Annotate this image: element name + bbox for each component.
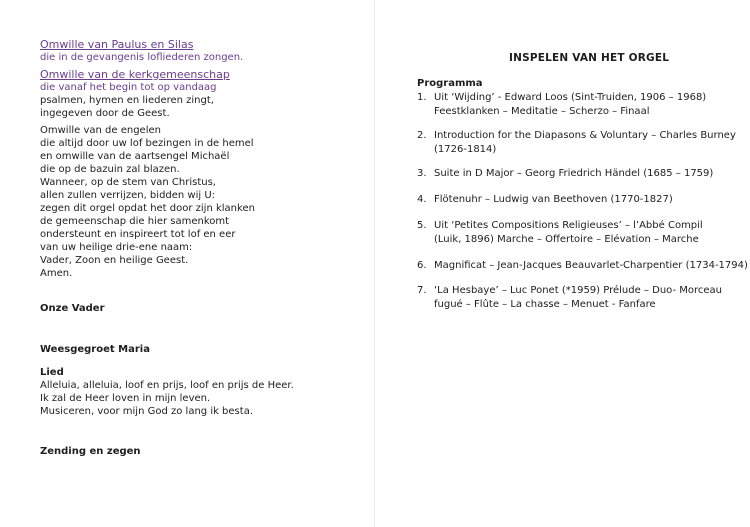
program-item-line: Magnificat – Jean-Jacques Beauvarlet-Charpentier (1734-1794)	[434, 260, 748, 271]
right-page	[375, 0, 750, 527]
programma-heading: Programma	[417, 78, 483, 89]
program-item-number: 7.	[417, 285, 427, 296]
program-item-number: 5.	[417, 220, 427, 231]
program-item-line: (Luik, 1896) Marche – Offertoire – Elévation – Marche	[434, 233, 699, 245]
program-item-line: ‘La Hesbaye’ – Luc Ponet (*1959) Prélude – Duo- Morceau	[434, 285, 722, 296]
engelen-line: van uw heilige drie-ene naam:	[40, 242, 193, 253]
program-item-number: 3.	[417, 168, 427, 179]
engelen-line: zegen dit orgel opdat het door zijn klanken	[40, 203, 255, 214]
program-item-number: 6.	[417, 260, 427, 271]
onze-vader-heading: Onze Vader	[40, 303, 105, 314]
engelen-line: allen zullen verrijzen, bidden wij U:	[40, 190, 216, 201]
engelen-line: en omwille van de aartsengel Michaël	[40, 151, 230, 162]
program-item-line: Uit ‘Wijding’ - Edward Loos (Sint-Truiden, 1906 – 1968)	[434, 92, 707, 103]
program-item-number: 4.	[417, 194, 427, 205]
lied-line: Alleluia, alleluia, loof en prijs, loof en prijs de Heer.	[40, 380, 294, 391]
lied-heading: Lied	[40, 367, 64, 378]
kerk-heading: Omwille van de kerkgemeenschap	[40, 68, 230, 81]
kerk-line: psalmen, hymen en liederen zingt,	[40, 95, 214, 106]
program-item-line: Feestklanken – Meditatie – Scherzo – Finaal	[434, 105, 650, 117]
lied-line: Ik zal de Heer loven in mijn leven.	[40, 393, 211, 404]
kerk-line: die vanaf het begin tot op vandaag	[40, 82, 217, 93]
paulus-line: die in de gevangenis lofliederen zongen.	[40, 52, 244, 63]
paulus-heading: Omwille van Paulus en Silas	[40, 38, 194, 51]
weesgegroet-heading: Weesgegroet Maria	[40, 344, 150, 355]
program-title: INSPELEN VAN HET ORGEL	[509, 52, 670, 64]
program-item-number: 2.	[417, 130, 427, 141]
engelen-line: die altijd door uw lof bezingen in de hemel	[40, 138, 254, 149]
engelen-line: Omwille van de engelen	[40, 125, 161, 136]
program-item-number: 1.	[417, 92, 427, 103]
zending-heading: Zending en zegen	[40, 446, 141, 457]
kerk-line: ingegeven door de Geest.	[40, 108, 170, 119]
program-item-line: Flötenuhr – Ludwig van Beethoven (1770-1827)	[434, 194, 673, 205]
program-item-line: Uit ‘Petites Compositions Religieuses’ – l’Abbé Compil	[434, 220, 703, 231]
program-item-line: Introduction for the Diapasons & Voluntary – Charles Burney	[434, 130, 736, 141]
engelen-line: die op de bazuin zal blazen.	[40, 164, 180, 175]
engelen-line: ondersteunt en inspireert tot lof en eer	[40, 229, 236, 240]
lied-line: Musiceren, voor mijn God zo lang ik besta.	[40, 406, 253, 417]
engelen-line: Amen.	[40, 268, 73, 279]
engelen-line: de gemeenschap die hier samenkomt	[40, 216, 230, 227]
engelen-line: Wanneer, op de stem van Christus,	[40, 177, 216, 188]
program-item-line: Suite in D Major – Georg Friedrich Händel (1685 – 1759)	[434, 168, 714, 179]
engelen-line: Vader, Zoon en heilige Geest.	[40, 255, 189, 266]
program-item-line: (1726-1814)	[434, 143, 497, 155]
program-item-line: fugué – Flûte – La chasse – Menuet - Fanfare	[434, 298, 656, 310]
